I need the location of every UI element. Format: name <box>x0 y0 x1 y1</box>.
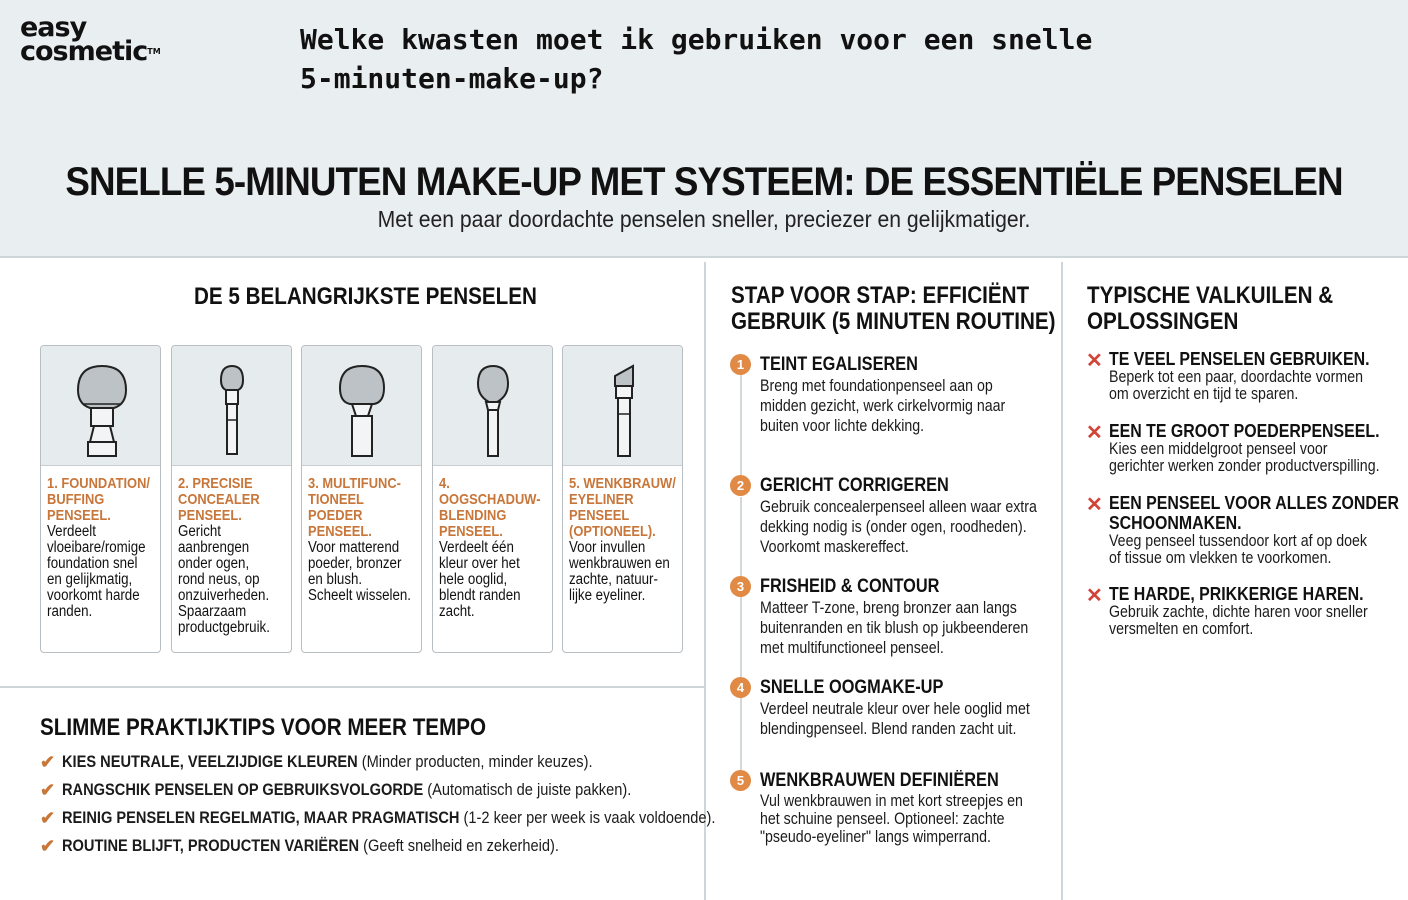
step-connector <box>740 698 742 770</box>
brush-text-line: onder ogen, <box>178 555 250 572</box>
brush-text-line: Voor invullen <box>569 539 646 556</box>
step-line: het schuine penseel. Optioneel: zachte <box>760 810 1005 828</box>
brush-title-line: POEDER <box>308 507 363 524</box>
brush-text-line: Scheelt wisselen. <box>308 587 412 604</box>
step-line: met multifunctioneel penseel. <box>760 639 944 657</box>
brush-text-line: voorkomt harde <box>47 587 140 604</box>
brush-text-line: onzuiverheden. <box>178 587 270 604</box>
concealer-brush-icon <box>172 346 291 466</box>
brush-card-foundation <box>40 345 161 653</box>
brush-text-line: wenkbrauwen en <box>569 555 670 572</box>
steps-title <box>731 283 1056 335</box>
brush-text-line: vloeibare/romige <box>47 539 146 556</box>
step-connector <box>740 375 742 475</box>
step-connector <box>740 497 742 577</box>
tip-item <box>40 779 724 801</box>
pitfall-line: Kies een middelgroot penseel voor <box>1109 440 1328 458</box>
tips-title: SLIMME PRAKTIJKTIPS VOOR MEER TEMPO <box>40 714 487 741</box>
page-title: SNELLE 5-MINUTEN MAKE-UP MET SYSTEEM: DE ESSENTIËLE PENSELEN <box>65 160 1343 204</box>
brush-card-concealer <box>171 345 292 653</box>
brush-text-line: blendt randen <box>439 587 521 604</box>
brush-title-line: BUFFING <box>47 491 105 508</box>
brush-title-line: PENSEEL. <box>178 507 242 524</box>
brand-line-2: cosmetic <box>20 36 148 67</box>
brand-logo <box>20 12 161 67</box>
pitfall-title: SCHOONMAKEN. <box>1109 512 1242 533</box>
brush-title-line: PENSEEL. <box>47 507 111 524</box>
pitfall-title: EEN TE GROOT POEDERPENSEEL. <box>1109 420 1380 441</box>
brand-line-1: easy <box>20 12 87 43</box>
brush-text-line: en blush. <box>308 571 363 588</box>
tip-rest: (Automatisch de juiste pakken). <box>423 780 632 799</box>
pitfall-line: Gebruik zachte, dichte haren voor sneller <box>1109 603 1368 621</box>
step-number-badge: 2 <box>730 475 751 496</box>
cross-icon: ✕ <box>1086 422 1103 444</box>
brush-title-line: EYELINER <box>569 491 634 508</box>
column-divider-2 <box>1061 262 1063 900</box>
pitfall-title: EEN PENSEEL VOOR ALLES ZONDER <box>1109 492 1399 513</box>
check-icon: ✔ <box>40 807 56 828</box>
brush-text-line: poeder, bronzer <box>308 555 402 572</box>
page-subtitle: Met een paar doordachte penselen sneller, preciezer en gelijkmatiger. <box>377 206 1031 232</box>
tip-item <box>40 807 822 829</box>
brush-text-line: productgebruik. <box>178 619 270 636</box>
steps-title-line: STAP VOOR STAP: EFFICIËNT <box>731 282 1030 309</box>
brush-text-line: rond neus, op <box>178 571 260 588</box>
brush-card-powder <box>301 345 422 653</box>
brush-text-line: zacht. <box>439 603 475 620</box>
tip-rest: (Minder producten, minder keuzes). <box>357 752 593 771</box>
cross-icon: ✕ <box>1086 350 1103 372</box>
step-title: FRISHEID & CONTOUR <box>760 576 940 597</box>
brush-text-line: aanbrengen <box>178 539 250 556</box>
brush-title-line: 3. MULTIFUNC- <box>308 475 401 492</box>
brush-title-line: PENSEEL. <box>439 523 503 540</box>
brush-text-line: lijke eyeliner. <box>569 587 646 604</box>
brush-title-line: 4. OOGSCHADUW- <box>439 475 541 508</box>
brush-title-line: (OPTIONEEL). <box>569 523 656 540</box>
check-icon: ✔ <box>40 835 56 856</box>
check-icon: ✔ <box>40 779 56 800</box>
step-line: blendingpenseel. Blend randen zacht uit. <box>760 720 1017 738</box>
brush-title-line: TIONEEL <box>308 491 364 508</box>
brush-title-line: PENSEEL <box>569 507 630 524</box>
step-line: Voorkomt maskereffect. <box>760 538 909 556</box>
tip-rest: (1-2 keer per week is vaak voldoende). <box>459 808 716 827</box>
brush-text-line: en gelijkmatig, <box>47 571 133 588</box>
brush-title-line: 5. WENKBRAUW/ <box>569 475 676 492</box>
pitfall-line: om overzicht en tijd te sparen. <box>1109 385 1299 403</box>
brush-title-line: 1. FOUNDATION/ <box>47 475 150 492</box>
question-text: Welke kwasten moet ik gebruiken voor een snelle 5-minuten-make-up? <box>300 23 1093 95</box>
step-line: Matteer T-zone, breng bronzer aan langs <box>760 599 1017 617</box>
pitfall-line: gerichter werken zonder productverspilling. <box>1109 457 1380 475</box>
step-line: "pseudo-eyeliner" langs wimperrand. <box>760 828 991 846</box>
powder-brush-icon <box>302 346 421 466</box>
check-icon: ✔ <box>40 751 56 772</box>
brush-text-line: Verdeelt één <box>439 539 514 556</box>
pitfall-title: TE HARDE, PRIKKERIGE HAREN. <box>1109 583 1364 604</box>
pitfall-line: Beperk tot een paar, doordachte vormen <box>1109 368 1364 386</box>
steps-title-line: GEBRUIK (5 MINUTEN ROUTINE) <box>731 308 1056 335</box>
brush-title-line: 2. PRECISIE <box>178 475 253 492</box>
brush-text-line: hele ooglid, <box>439 571 508 588</box>
pitfall-line: of tissue om vlekken te voorkomen. <box>1109 549 1332 567</box>
tip-bold: ROUTINE BLIJFT, PRODUCTEN VARIËREN <box>62 836 360 855</box>
tip-bold: RANGSCHIK PENSELEN OP GEBRUIKSVOLGORDE <box>62 780 424 799</box>
pitfalls-title-line: OPLOSSINGEN <box>1087 308 1239 335</box>
brush-text-line: kleur over het <box>439 555 520 572</box>
brush-title-line: CONCEALER <box>178 491 260 508</box>
angled-brush-icon <box>563 346 682 466</box>
tip-item <box>40 835 640 857</box>
brush-card-blending <box>432 345 553 653</box>
step-number-badge: 3 <box>730 576 751 597</box>
brush-card-angled <box>562 345 683 653</box>
step-line: dekking nodig is (onder ogen, roodheden). <box>760 518 1027 536</box>
pitfall-line: versmelten en comfort. <box>1109 620 1254 638</box>
brand-tm: TM <box>147 47 161 56</box>
step-number-badge: 5 <box>730 770 751 791</box>
brush-text-line: randen. <box>47 603 93 620</box>
step-number-badge: 1 <box>730 354 751 375</box>
cross-icon: ✕ <box>1086 585 1103 607</box>
brush-title-line: BLENDING <box>439 507 507 524</box>
cross-icon: ✕ <box>1086 494 1103 516</box>
brush-text-line: Spaarzaam <box>178 603 247 620</box>
tip-rest: (Geeft snelheid en zekerheid). <box>359 836 559 855</box>
tip-bold: REINIG PENSELEN REGELMATIG, MAAR PRAGMATISCH <box>62 808 460 827</box>
brush-cards <box>40 345 684 655</box>
brush-text-line: foundation snel <box>47 555 138 572</box>
pitfalls-title <box>1087 283 1333 335</box>
step-number-badge: 4 <box>730 677 751 698</box>
step-title: WENKBRAUWEN DEFINIËREN <box>760 770 999 791</box>
brushes-title: DE 5 BELANGRIJKSTE PENSELEN <box>194 283 537 310</box>
pitfalls-title-line: TYPISCHE VALKUILEN & <box>1087 282 1334 309</box>
step-line: Gebruik concealerpenseel alleen waar extra <box>760 498 1037 516</box>
step-line: buitenranden en tik blush op jukbeenderen <box>760 619 1029 637</box>
step-title: GERICHT CORRIGEREN <box>760 475 949 496</box>
step-line: Vul wenkbrauwen in met kort streepjes en <box>760 792 1023 810</box>
step-connector <box>740 597 742 677</box>
column-divider-1 <box>704 262 706 900</box>
step-line: Breng met foundationpenseel aan op <box>760 377 993 395</box>
section-divider <box>0 686 704 688</box>
brush-title-line: PENSEEL. <box>308 523 372 540</box>
brush-text-line: zachte, natuur- <box>569 571 658 588</box>
pitfall-line: Veeg penseel tussendoor kort af op doek <box>1109 532 1367 550</box>
step-line: Verdeel neutrale kleur over hele ooglid met <box>760 700 1030 718</box>
brush-text-line: Verdeelt <box>47 523 96 540</box>
foundation-brush-icon <box>41 346 160 466</box>
step-line: midden gezicht, werk cirkelvormig naar <box>760 397 1006 415</box>
step-title: TEINT EGALISEREN <box>760 354 918 375</box>
tip-bold: KIES NEUTRALE, VEELZIJDIGE KLEUREN <box>62 752 358 771</box>
step-line: buiten voor lichte dekking. <box>760 417 925 435</box>
brush-text-line: Voor matterend <box>308 539 400 556</box>
pitfall-title: TE VEEL PENSELEN GEBRUIKEN. <box>1109 348 1370 369</box>
brush-text-line: Gericht <box>178 523 221 540</box>
step-title: SNELLE OOGMAKE-UP <box>760 677 944 698</box>
blending-brush-icon <box>433 346 552 466</box>
tip-item <box>40 751 679 773</box>
